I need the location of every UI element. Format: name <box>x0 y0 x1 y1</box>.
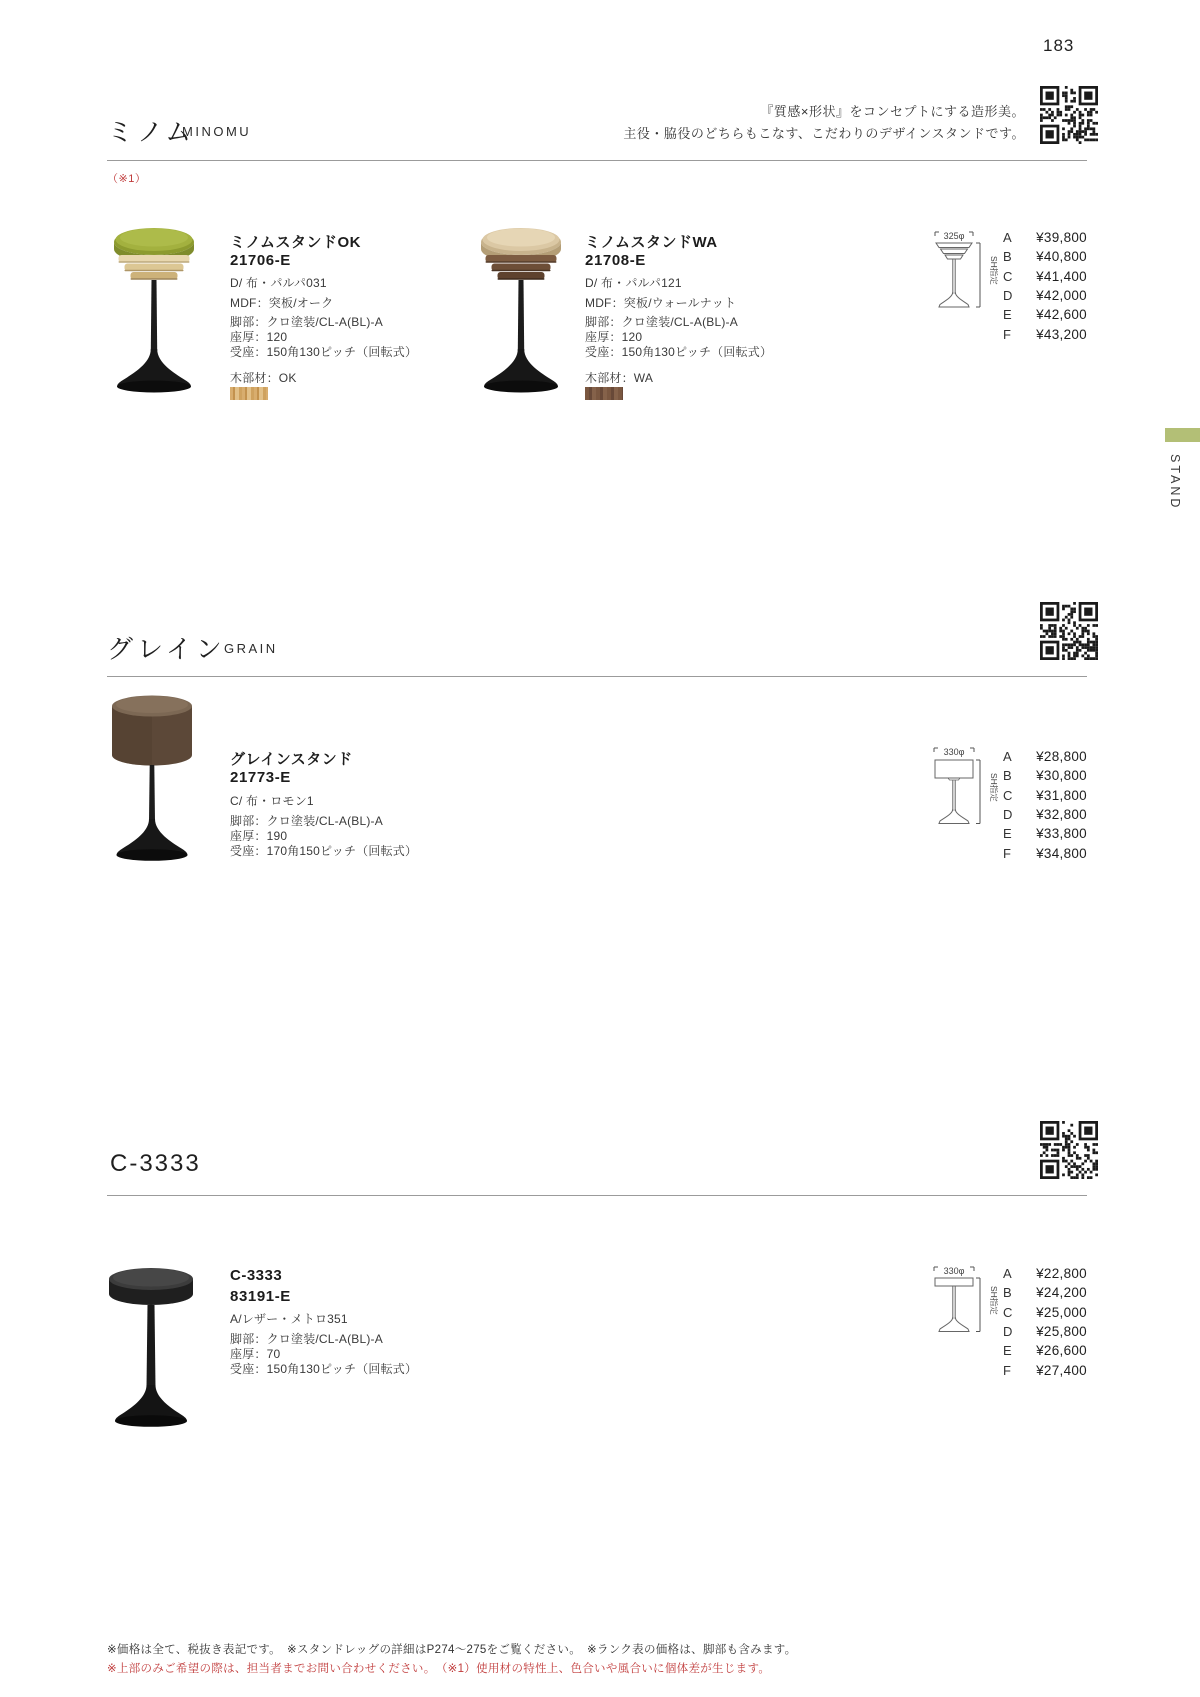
spec-leather: A/レザー・メトロ351 <box>230 1312 348 1326</box>
price-value: ¥25,000 <box>1036 1304 1087 1320</box>
price-row <box>1003 1283 1087 1302</box>
wood-swatch-wa <box>585 387 623 400</box>
price-row <box>1003 1360 1087 1379</box>
product-name: ミノムスタンドWA <box>585 234 718 251</box>
rank-label: B <box>1003 249 1012 265</box>
section-title-c3333: C-3333 <box>110 1150 201 1177</box>
rank-label: E <box>1003 826 1012 842</box>
price-value: ¥43,200 <box>1036 326 1087 342</box>
spec-seat-thickness: 座厚：120 <box>230 330 288 344</box>
price-row <box>1003 747 1087 766</box>
product-name: ミノムスタンドOK <box>230 234 361 251</box>
price-row <box>1003 766 1087 785</box>
price-value: ¥26,600 <box>1036 1343 1087 1359</box>
price-value: ¥42,000 <box>1036 288 1087 304</box>
rank-label: A <box>1003 1266 1012 1282</box>
price-value: ¥28,800 <box>1036 749 1087 765</box>
price-row <box>1003 228 1087 247</box>
price-table-grain <box>1003 747 1087 863</box>
spec-mdf: MDF：突板/ウォールナット <box>585 296 737 310</box>
section-title-grain-jp: グレイン <box>107 634 226 664</box>
spec-leg: 脚部：クロ塗装/CL-A(BL)-A <box>585 315 738 329</box>
price-row <box>1003 247 1087 266</box>
product-name: C-3333 <box>230 1267 283 1284</box>
price-value: ¥42,600 <box>1036 307 1087 323</box>
diagram-sh-label-glyph: SH指定 <box>989 1286 998 1315</box>
spec-fabric: C/ 布・ロモン1 <box>230 794 314 808</box>
price-value: ¥41,400 <box>1036 268 1087 284</box>
spec-wood: 木部材：WA <box>585 371 654 385</box>
product-name: グレインスタンド <box>230 751 353 768</box>
spec-leg: 脚部：クロ塗装/CL-A(BL)-A <box>230 1332 383 1346</box>
spec-mount: 受座：150角130ピッチ（回転式） <box>230 345 418 359</box>
price-row <box>1003 1264 1087 1283</box>
spec-mount: 受座：150角130ピッチ（回転式） <box>230 1362 418 1376</box>
side-tab-stand: STAND <box>1168 454 1182 511</box>
spec-seat-thickness: 座厚：120 <box>585 330 643 344</box>
section-title-minomu-en: MINOMU <box>182 124 252 139</box>
size-diagram-minomu <box>926 228 998 319</box>
spec-mdf: MDF：突板/オーク <box>230 296 334 310</box>
spec-seat-thickness: 座厚：190 <box>230 829 288 843</box>
rank-label: C <box>1003 268 1013 284</box>
footer-note-line2: ※上部のみご希望の際は、担当者までお問い合わせください。 （※1）使用材の特性上、色合いや風合いに個体差が生じます。 <box>107 1663 771 1675</box>
note-asterisk1: （※1） <box>107 173 147 185</box>
price-value: ¥33,800 <box>1036 826 1087 842</box>
price-row <box>1003 1303 1087 1322</box>
rank-label: D <box>1003 288 1013 304</box>
size-diagram-c3333 <box>926 1262 998 1343</box>
spec-wood: 木部材：OK <box>230 371 297 385</box>
spec-seat-thickness: 座厚：70 <box>230 1347 281 1361</box>
price-value: ¥34,800 <box>1036 845 1087 861</box>
rank-label: C <box>1003 1304 1013 1320</box>
price-row <box>1003 805 1087 824</box>
product-photo-minomu-ok <box>106 225 202 400</box>
price-row <box>1003 1322 1087 1341</box>
price-table-minomu <box>1003 228 1087 344</box>
qr-code-grain <box>1040 602 1098 660</box>
section-title-grain-en: GRAIN <box>224 641 278 656</box>
diagram-sh-label-glyph: SH指定 <box>989 256 998 285</box>
price-value: ¥31,800 <box>1036 787 1087 803</box>
price-row <box>1003 786 1087 805</box>
rank-label: F <box>1003 326 1011 342</box>
rank-label: F <box>1003 845 1011 861</box>
diagram-diameter-label-glyph: 330φ <box>943 1266 965 1276</box>
diagram-diameter-label-glyph: 325φ <box>943 231 965 241</box>
rank-label: D <box>1003 1324 1013 1340</box>
rank-label: C <box>1003 787 1013 803</box>
product-photo-c3333 <box>105 1265 197 1435</box>
spec-mount: 受座：170角150ピッチ（回転式） <box>230 844 418 858</box>
page-number: 183 <box>1043 36 1075 55</box>
price-row <box>1003 1341 1087 1360</box>
product-photo-minomu-wa <box>473 225 569 400</box>
rank-label: A <box>1003 749 1012 765</box>
price-value: ¥32,800 <box>1036 807 1087 823</box>
price-value: ¥27,400 <box>1036 1362 1087 1378</box>
spec-mount: 受座：150角130ピッチ（回転式） <box>585 345 773 359</box>
product-code: 83191-E <box>230 1288 291 1305</box>
section-rule-c3333 <box>107 1195 1087 1196</box>
rank-label: A <box>1003 230 1012 246</box>
price-table-c3333 <box>1003 1264 1087 1380</box>
spec-leg: 脚部：クロ塗装/CL-A(BL)-A <box>230 814 383 828</box>
spec-fabric: D/ 布・パルパ121 <box>585 276 682 290</box>
qr-code-minomu <box>1040 86 1098 144</box>
price-value: ¥22,800 <box>1036 1266 1087 1282</box>
section-rule-minomu <box>107 160 1087 161</box>
section-title-minomu-jp: ミノム <box>107 117 196 147</box>
price-row <box>1003 324 1087 343</box>
rank-label: E <box>1003 1343 1012 1359</box>
diagram-diameter-label-glyph: 330φ <box>943 747 965 757</box>
size-diagram-grain <box>926 744 998 835</box>
section-tagline-line1: 『質感×形状』をコンセプトにする造形美。 <box>760 104 1025 119</box>
qr-code-c3333 <box>1040 1121 1098 1179</box>
rank-label: F <box>1003 1362 1011 1378</box>
wood-swatch-ok <box>230 387 268 400</box>
rank-label: E <box>1003 307 1012 323</box>
section-tagline-line2: 主役・脇役のどちらもこなす、こだわりのデザインスタンドです。 <box>623 126 1025 141</box>
section-rule-grain <box>107 676 1087 677</box>
spec-leg: 脚部：クロ塗装/CL-A(BL)-A <box>230 315 383 329</box>
product-code: 21706-E <box>230 252 291 269</box>
price-value: ¥30,800 <box>1036 768 1087 784</box>
price-row <box>1003 286 1087 305</box>
rank-label: B <box>1003 1285 1012 1301</box>
price-row <box>1003 824 1087 843</box>
rank-label: B <box>1003 768 1012 784</box>
diagram-sh-label-glyph: SH指定 <box>989 773 998 802</box>
price-value: ¥25,800 <box>1036 1324 1087 1340</box>
product-code: 21773-E <box>230 769 291 786</box>
price-row <box>1003 267 1087 286</box>
product-code: 21708-E <box>585 252 646 269</box>
footer-note-line1: ※価格は全て、税抜き表記です。 ※スタンドレッグの詳細はP274〜275をご覧ください。 ※ランク表の価格は、脚部も含みます。 <box>107 1644 797 1656</box>
price-value: ¥24,200 <box>1036 1285 1087 1301</box>
product-photo-grain <box>104 693 200 868</box>
spec-fabric: D/ 布・パルパ031 <box>230 276 327 290</box>
price-row <box>1003 305 1087 324</box>
price-row <box>1003 843 1087 862</box>
price-value: ¥39,800 <box>1036 230 1087 246</box>
price-value: ¥40,800 <box>1036 249 1087 265</box>
side-tab-color-block <box>1165 428 1200 442</box>
rank-label: D <box>1003 807 1013 823</box>
